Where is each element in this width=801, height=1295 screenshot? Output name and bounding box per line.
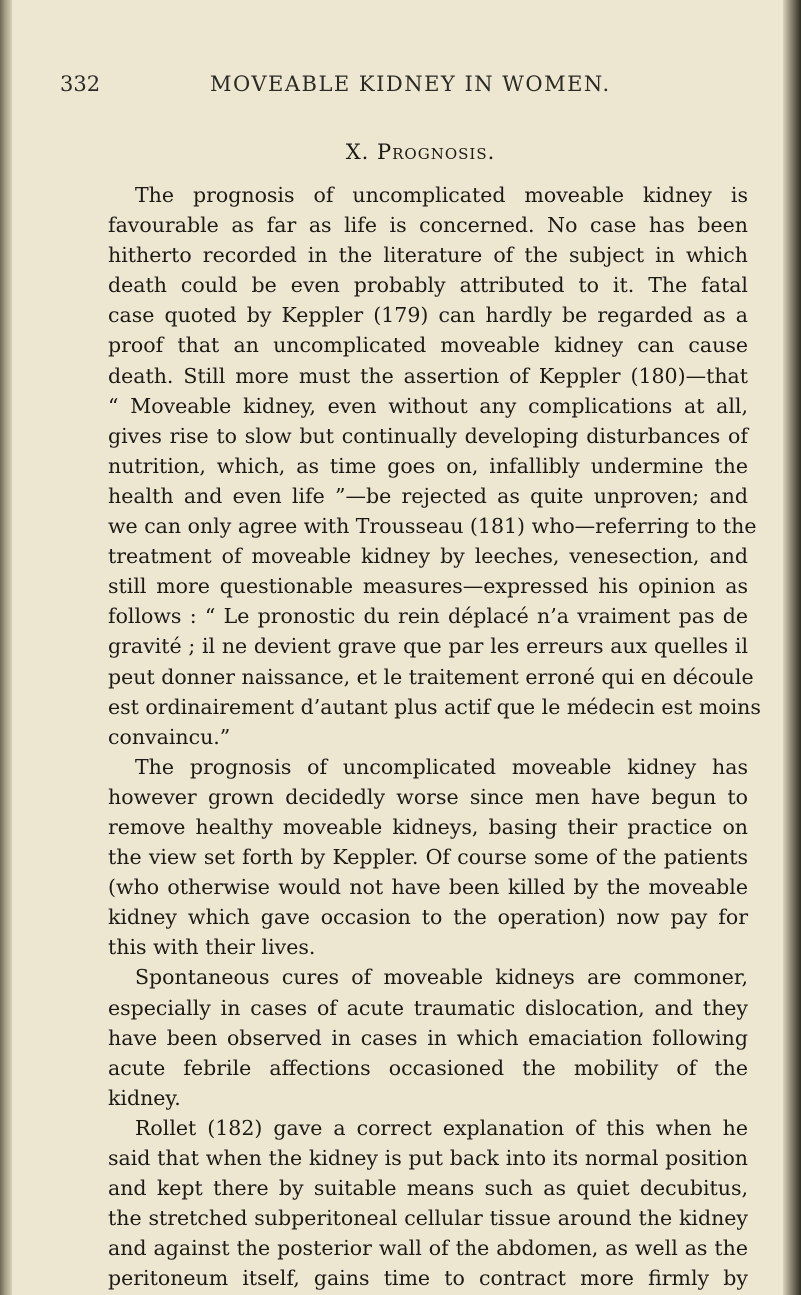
text-line: said that when the kidney is put back into its normal position [108,1146,748,1170]
text-line: hitherto recorded in the literature of the subject in which [108,243,748,268]
text-line: gravité ; il ne devient grave que par les erreurs aux quelles il [108,634,748,659]
page-header [0,72,801,102]
text-line: gives rise to slow but continually developing disturbances of [108,423,748,448]
text-line: acute febrile affections occasioned the mobility of the [108,1055,748,1080]
text-line: The prognosis of uncomplicated moveable kidney has [135,754,748,779]
text-line: and kept there by suitable means such as quiet decubitus, [108,1176,748,1201]
text-line: death could be even probably attributed to it. The fatal [108,273,748,298]
page-number: 332 [60,72,101,96]
body-text [108,180,761,1293]
text-line: proof that an uncomplicated moveable kidney can cause [108,333,748,358]
text-line: remove healthy moveable kidneys, basing their practice on [108,814,748,839]
running-head: MOVEABLE KIDNEY IN WOMEN. [210,72,611,96]
text-line: the view set forth by Keppler. Of course some of the patients [108,845,748,870]
text-line: treatment of moveable kidney by leeches, venesection, and [108,544,748,569]
text-line: The prognosis of uncomplicated moveable kidney is [135,183,748,207]
text-line: Spontaneous cures of moveable kidneys are commoner, [135,965,748,990]
text-line: kidney which gave occasion to the operation) now pay for [108,905,748,930]
text-line: “ Moveable kidney, even without any complications at all, [108,393,748,418]
text-line: est ordinairement d’autant plus actif que le médecin est moins [108,694,761,719]
page-edge-shadow-right [783,0,801,1295]
text-line: nutrition, which, as time goes on, infallibly undermine the [108,453,748,478]
text-line: and against the posterior wall of the abdomen, as well as the [108,1236,748,1261]
section-heading: X. Prognosis. [345,140,496,164]
text-line: case quoted by Keppler (179) can hardly be regarded as a [108,303,748,328]
text-line: especially in cases of acute traumatic dislocation, and they [108,995,748,1020]
text-line: convaincu.” [108,724,231,749]
text-line: favourable as far as life is concerned. No case has been [108,213,748,238]
text-line: still more questionable measures—expressed his opinion as [108,574,748,599]
text-line: however grown decidedly worse since men have begun to [108,784,748,809]
text-line: have been observed in cases in which emaciation following [108,1025,748,1050]
text-line: the stretched subperitoneal cellular tissue around the kidney [108,1206,748,1231]
text-line: peut donner naissance, et le traitement erroné qui en découle [108,664,754,689]
text-line: we can only agree with Trousseau (181) who—referring to the [108,514,757,539]
text-line: kidney. [108,1085,181,1110]
page-edge-shadow-left [0,0,12,1295]
text-line: death. Still more must the assertion of Keppler (180)—that [108,363,748,388]
text-line: peritoneum itself, gains time to contract more firmly by [108,1266,748,1291]
text-line: (who otherwise would not have been killed by the moveable [108,875,748,900]
text-line: Rollet (182) gave a correct explanation of this when he [135,1115,748,1140]
text-line: this with their lives. [108,935,316,960]
text-line: follows : “ Le pronostic du rein déplacé n’a vraiment pas de [108,604,748,629]
text-line: health and even life ”—be rejected as quite unproven; and [108,483,748,508]
